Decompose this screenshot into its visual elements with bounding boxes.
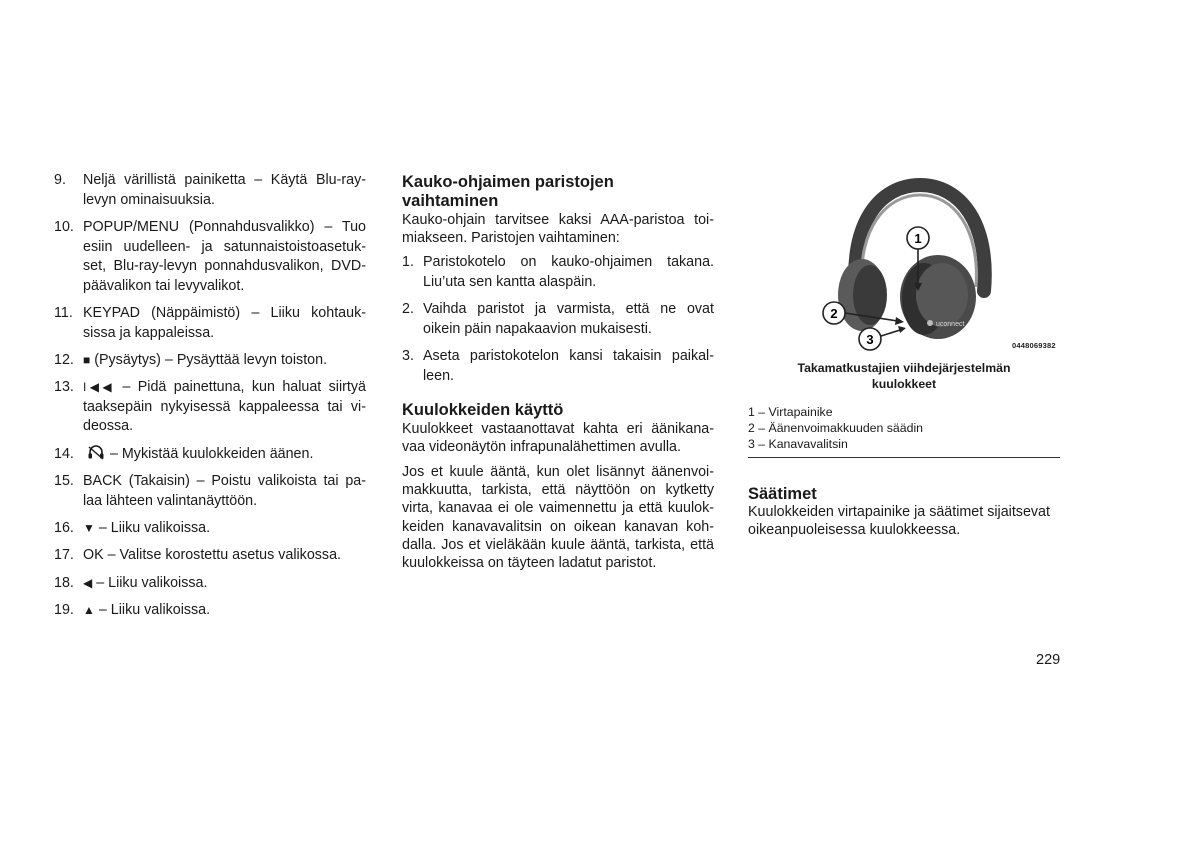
headphones-mute-icon (87, 445, 105, 467)
list-item-19: 19. ▲ – Liiku valikoissa. (54, 602, 211, 618)
stop-icon: ■ (83, 353, 91, 367)
list-item-14: 14. – Mykistää kuulokkeiden äänen. (54, 445, 366, 467)
headphones-para-2: Jos et kuule ääntä, kun olet lisännyt äänenvoi-makkuutta, tarkista, että näyttöön on kytketty virta, kanavaa ei ole vaimennettu ja että kuulok-keiden kanavavalitsin on oikean kanavan koh-dalla. Jos et vieläkään kuule ääntä, tarkista, että kuulokkeissa on täyteen ladatut paristot. (402, 464, 714, 572)
battery-step: 1. Paristokotelo on kauko-ohjaimen takana. Liu’uta sen kantta alaspäin. (402, 254, 714, 290)
battery-intro: Kauko-ohjain tarvitsee kaksi AAA-paristoa toi-miakseen. Paristojen vaihtaminen: (402, 212, 714, 247)
skip-back-icon: I◀◀ (83, 380, 116, 394)
arrow-left-icon: ◀ (83, 576, 93, 590)
arrow-down-icon: ▼ (83, 521, 95, 535)
controls-text: Kuulokkeiden virtapainike ja säätimet sijaitsevat oikeanpuoleisessa kuulokkeessa. (748, 504, 1050, 539)
list-item-11: 11. KEYPAD (Näppäimistö) – Liiku kohtauk-sissa ja kappaleissa. (54, 305, 366, 341)
arrow-up-icon: ▲ (83, 603, 95, 617)
list-item-17: 17. OK – Valitse korostettu asetus valikossa. (54, 547, 341, 563)
figure-code: 0448069382 (1012, 341, 1056, 350)
callout-1: 1 (914, 231, 922, 246)
callout-3: 3 (866, 332, 874, 347)
headphones-illustration (790, 175, 1060, 355)
legend-item-3: 3 – Kanavavalitsin (748, 437, 848, 451)
figure-caption: Takamatkustajien viihdejärjestelmän kuulokkeet (797, 361, 1011, 391)
list-item-15: 15. BACK (Takaisin) – Poistu valikoista tai pa-laa lähteen valintanäyttöön. (54, 473, 366, 509)
headphones-heading: Kuulokkeiden käyttö (402, 401, 564, 419)
legend-item-1: 1 – Virtapainike (748, 405, 833, 419)
controls-heading: Säätimet (748, 485, 817, 503)
list-item-9: 9. Neljä värillistä painiketta – Käytä Blu-ray-levyn ominaisuuksia. (54, 172, 366, 208)
battery-heading: Kauko-ohjaimen paristojen vaihtaminen (402, 173, 614, 210)
list-item-10: 10. POPUP/MENU (Ponnahdusvalikko) – Tuo esiin uudelleen- ja satunnaistoistoasetuk-set, Blu-ray-levyn ponnahdusvalikon, DVD-päävalikon tai levyvalikot. (54, 219, 366, 294)
page-number: 229 (1036, 652, 1061, 668)
battery-step: 3. Aseta paristokotelon kansi takaisin paikal-leen. (402, 348, 714, 384)
callout-2: 2 (830, 306, 838, 321)
legend-item-2: 2 – Äänenvoimakkuuden säädin (748, 421, 924, 435)
brand-mark: uconnect (936, 321, 965, 328)
list-item-13: 13. I◀◀ – Pidä painettuna, kun haluat siirtyä taaksepäin nykyisessä kappaleessa tai vi-deossa. (54, 379, 366, 435)
list-item-12: 12. ■ (Pysäytys) – Pysäyttää levyn toiston. (54, 352, 328, 368)
headphones-para-1: Kuulokkeet vastaanottavat kahta eri äänikana-vaa videonäytön infrapunalähettimen avulla. (402, 421, 714, 456)
battery-step: 2. Vaihda paristot ja varmista, että ne ovat oikein päin napakaavion mukaisesti. (402, 301, 714, 337)
legend-divider (748, 457, 1060, 458)
list-item-18: 18. ◀ – Liiku valikoissa. (54, 575, 208, 591)
list-item-16: 16. ▼ – Liiku valikoissa. (54, 520, 211, 536)
